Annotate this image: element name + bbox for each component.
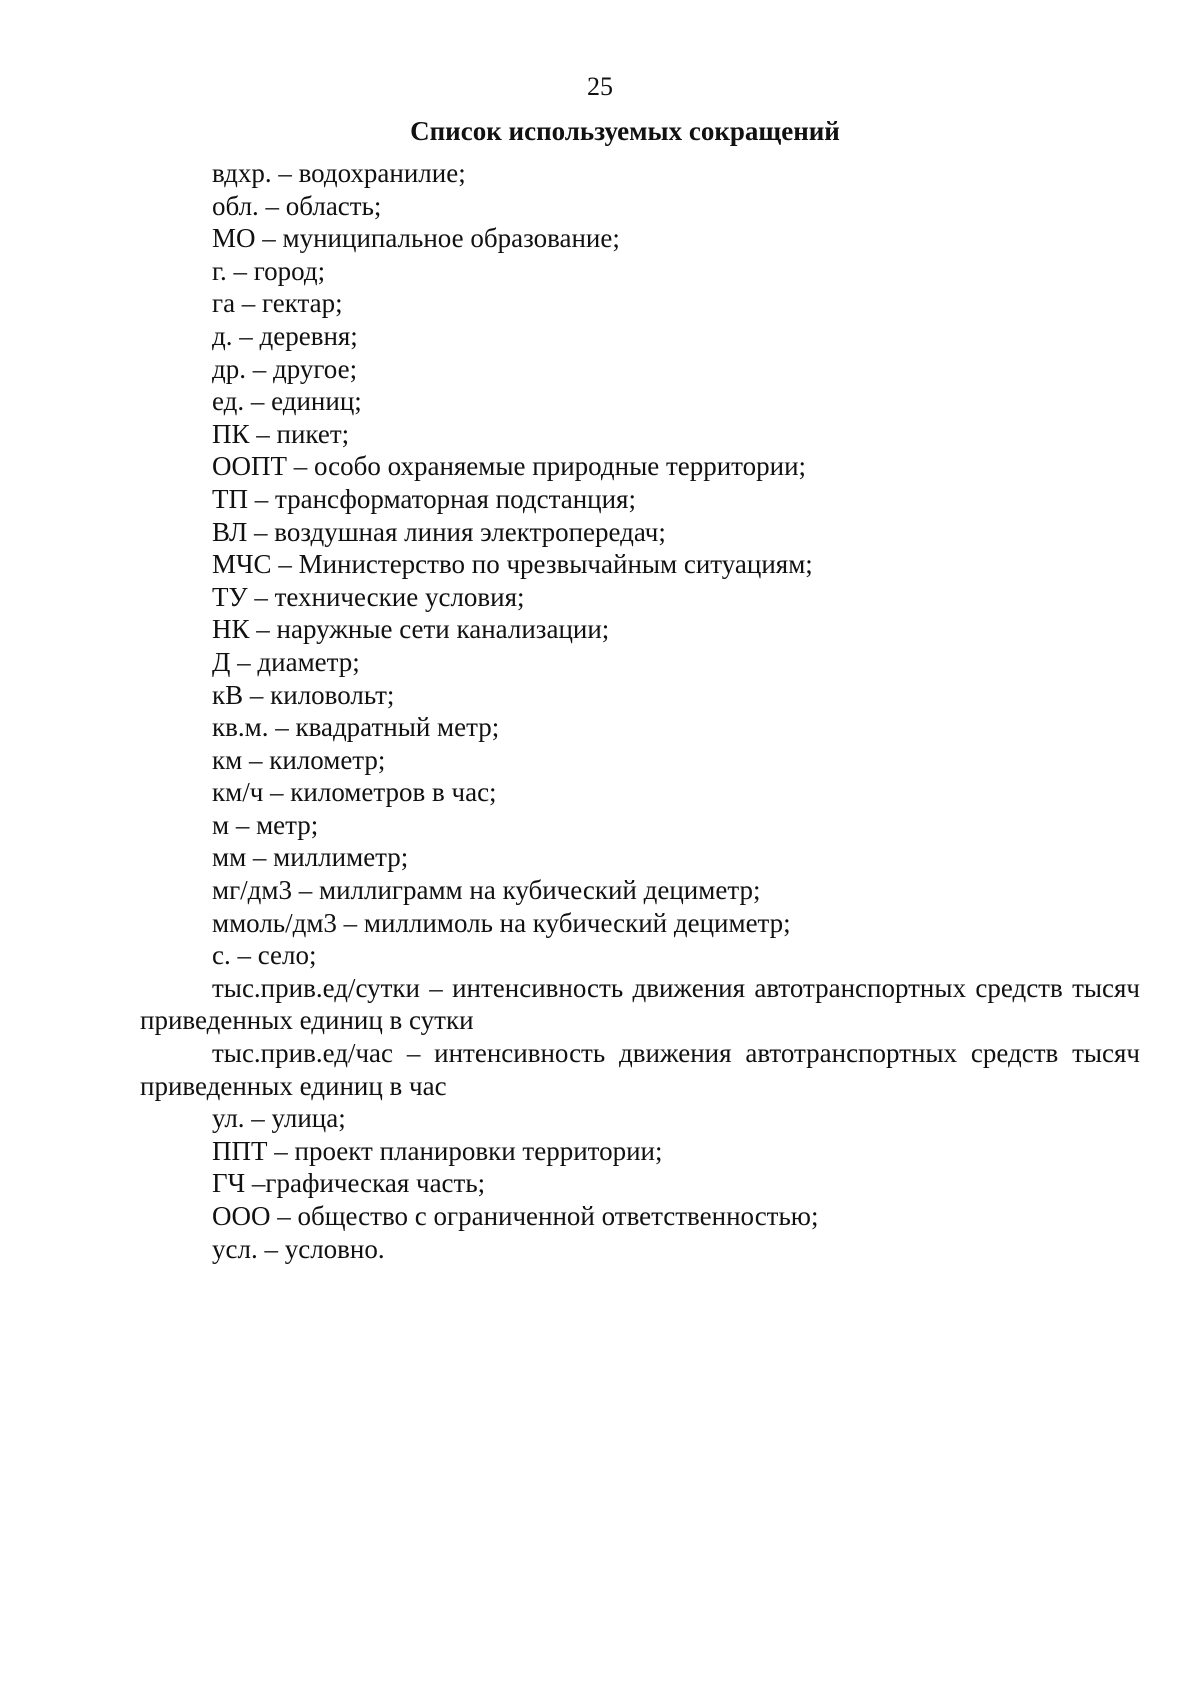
abbreviation-item: ПК – пикет; [212, 418, 350, 449]
abbreviation-item: ул. – улица; [212, 1103, 346, 1134]
abbreviation-item: ТУ – технические условия; [212, 581, 525, 612]
abbreviation-item: ООО – общество с ограниченной ответственностью; [212, 1201, 819, 1231]
abbreviation-item: ППТ – проект планировки территории; [212, 1135, 663, 1166]
abbreviation-item: ТП – трансформаторная подстанция; [212, 483, 636, 514]
abbreviation-item: обл. – область; [212, 190, 382, 221]
abbreviation-item: ООПТ – особо охраняемые природные территории; [212, 451, 807, 482]
abbreviation-item: мг/дм3 – миллиграмм на кубический дециметр; [212, 875, 761, 906]
abbreviation-item: МО – муниципальное образование; [212, 223, 620, 254]
abbreviation-item: м – метр; [212, 809, 319, 840]
abbreviation-item: ммоль/дм3 – миллимоль на кубический дециметр; [212, 907, 791, 938]
abbreviation-item: ГЧ –графическая часть; [212, 1168, 486, 1199]
abbreviation-item: д. – деревня; [212, 320, 358, 351]
abbreviation-item: ед. – единиц; [212, 386, 362, 417]
abbreviation-item: НК – наружные сети канализации; [212, 614, 610, 645]
abbreviation-item: усл. – условно. [212, 1233, 385, 1264]
abbreviation-item: МЧС – Министерство по чрезвычайным ситуациям; [212, 549, 813, 580]
abbreviation-item: мм – миллиметр; [212, 842, 409, 873]
page-title: Список используемых сокращений [410, 116, 840, 146]
abbreviation-item: тыс.прив.ед/сутки – интенсивность движения автотранспортных средств тысяч приведенных единиц в сутки [140, 972, 1140, 1036]
abbreviation-item: км – километр; [212, 744, 386, 775]
abbreviation-item: Д – диаметр; [212, 646, 360, 677]
abbreviation-item: тыс.прив.ед/час – интенсивность движения автотранспортных средств тысяч приведенных единиц в час [140, 1038, 1140, 1101]
abbreviation-item: с. – село; [212, 940, 317, 971]
abbreviation-item: г. – город; [212, 255, 326, 286]
abbreviation-item: га – гектар; [212, 288, 343, 319]
abbreviation-item: др. – другое; [212, 353, 358, 384]
abbreviation-item: км/ч – километров в час; [212, 777, 497, 808]
page-number: 25 [587, 72, 613, 101]
abbreviation-item: ВЛ – воздушная линия электропередач; [212, 516, 666, 547]
abbreviation-item: вдхр. – водохранилие; [212, 158, 466, 188]
abbreviation-item: кв.м. – квадратный метр; [212, 712, 500, 743]
abbreviation-list [140, 157, 1140, 1265]
abbreviation-item: кВ – киловольт; [212, 679, 395, 710]
